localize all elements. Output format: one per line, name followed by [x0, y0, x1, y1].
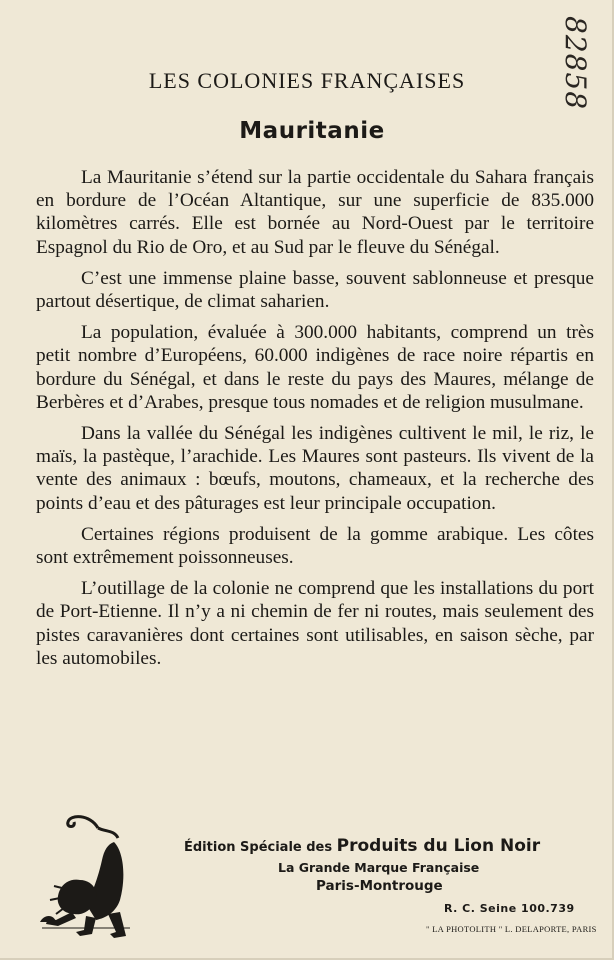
handwritten-number: 82858: [559, 16, 592, 111]
publisher-location: Paris-Montrouge: [316, 878, 443, 894]
paragraph: C’est une immense plaine basse, souvent sablonneuse et presque partout désertique, de climat saharien.: [36, 267, 594, 313]
edition-line: [184, 836, 540, 856]
printer-credit: " LA PHOTOLITH " L. DELAPORTE, PARIS: [426, 924, 597, 934]
series-heading: LES COLONIES FRANÇAISES: [148, 68, 466, 93]
black-lion-icon: [36, 808, 132, 938]
page-title: Mauritanie: [239, 118, 385, 144]
paragraph: Certaines régions produisent de la gomme arabique. Les côtes sont extrêmement poissonneuses.: [36, 523, 594, 569]
paragraph: L’outillage de la colonie ne comprend que les installations du port de Port-Etienne. Il n’y a ni chemin de fer ni routes, mais seulement des pistes caravanières dont certaines sont utilisables, en saison sèche, par les automobiles.: [36, 578, 594, 669]
brand-name: Produits du Lion Noir: [336, 836, 541, 856]
brand-tagline: La Grande Marque Française: [278, 860, 480, 875]
paragraph: Dans la vallée du Sénégal les indigènes cultivent le mil, le riz, le maïs, la pastèque, l’arachide. Les Maures sont pasteurs. Ils vivent de la vente des animaux : bœufs, moutons, chameaux, et la recherche des points d’eau et des pâturages est leur principale occupation.: [36, 423, 594, 514]
paragraph: La Mauritanie s’étend sur la partie occidentale du Sahara français en bordure de l’Océan Altantique, sur une superficie de 835.000 kilomètres carrés. Elle est bornée au Nord-Ouest par le territoire Espagnol du Rio de Oro, et au Sud par le fleuve du Sénégal.: [36, 167, 594, 258]
body-text: [36, 166, 594, 678]
paragraph: La population, évaluée à 300.000 habitants, comprend un très petit nombre d’Européens, 60.000 indigènes de race noire répartis en bordure du Sénégal, et dans le reste du pays des Maures, mélange de Berbères et d’Arabes, presque tous nomades et de religion musulmane.: [36, 322, 594, 413]
edition-prefix: Édition Spéciale des: [184, 840, 333, 855]
registry-number: R. C. Seine 100.739: [444, 902, 575, 915]
